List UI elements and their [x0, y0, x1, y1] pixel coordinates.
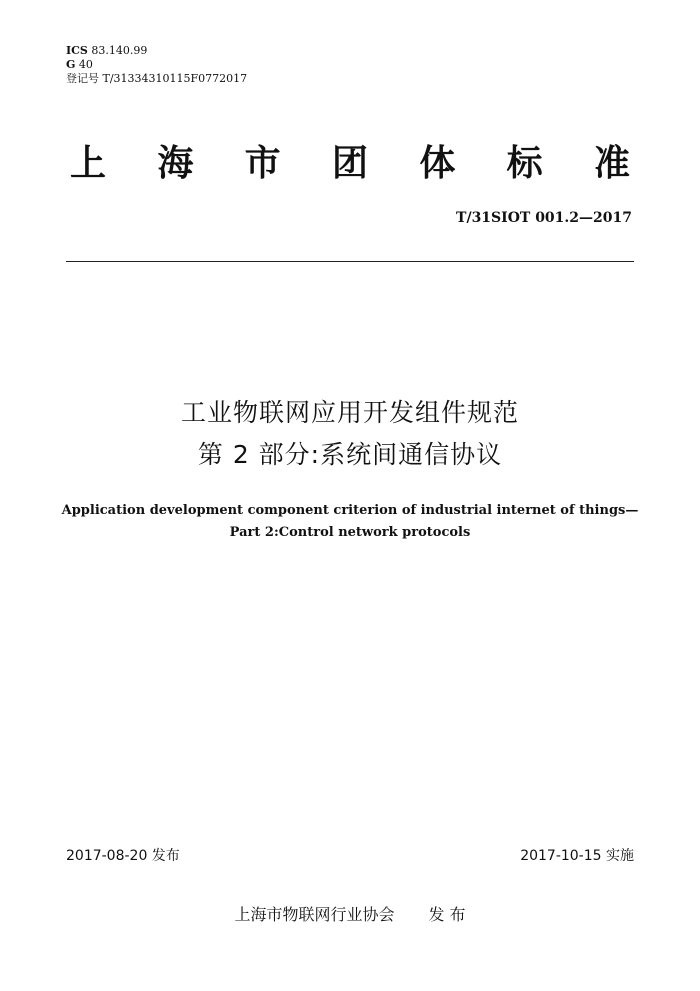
- registration-row: [66, 72, 247, 86]
- registration-label: 登记号: [66, 72, 99, 85]
- release-date: 2017-08-20 发布: [66, 848, 180, 864]
- english-title: [0, 500, 700, 544]
- standard-type-char: 标: [506, 143, 543, 184]
- ics-value: 83.140.99: [91, 44, 148, 57]
- standard-code: T/31SIOT 001.2—2017: [456, 210, 632, 226]
- publisher-line: [0, 902, 700, 925]
- standard-type-char: 团: [331, 143, 368, 184]
- class-value: 40: [78, 58, 93, 71]
- implementation-date: 2017-10-15 实施: [520, 848, 634, 864]
- registration-value: T/31334310115F0772017: [102, 72, 248, 85]
- chinese-title-line2: 第 2 部分:系统间通信协议: [197, 440, 503, 469]
- publisher-name: 上海市物联网行业协会: [234, 905, 395, 924]
- standard-type-char: 海: [157, 143, 194, 184]
- standard-type-char: 上: [70, 143, 107, 184]
- class-row: [66, 58, 247, 72]
- chinese-title: [0, 392, 700, 476]
- english-title-line2: Part 2:Control network protocols: [229, 525, 471, 540]
- header-divider: [66, 261, 634, 262]
- standard-type-heading: [70, 140, 630, 188]
- ics-row: [66, 44, 247, 58]
- standard-type-char: 体: [419, 143, 456, 184]
- classification-block: [66, 44, 247, 86]
- ics-label: ICS: [66, 44, 88, 57]
- english-title-line1: Application development component criterion of industrial internet of things—: [61, 503, 639, 518]
- publisher-action: 发 布: [428, 905, 466, 924]
- standard-type-char: 准: [593, 143, 630, 184]
- chinese-title-line1: 工业物联网应用开发组件规范: [180, 398, 519, 427]
- class-label: G: [66, 58, 76, 71]
- standard-type-char: 市: [244, 143, 281, 184]
